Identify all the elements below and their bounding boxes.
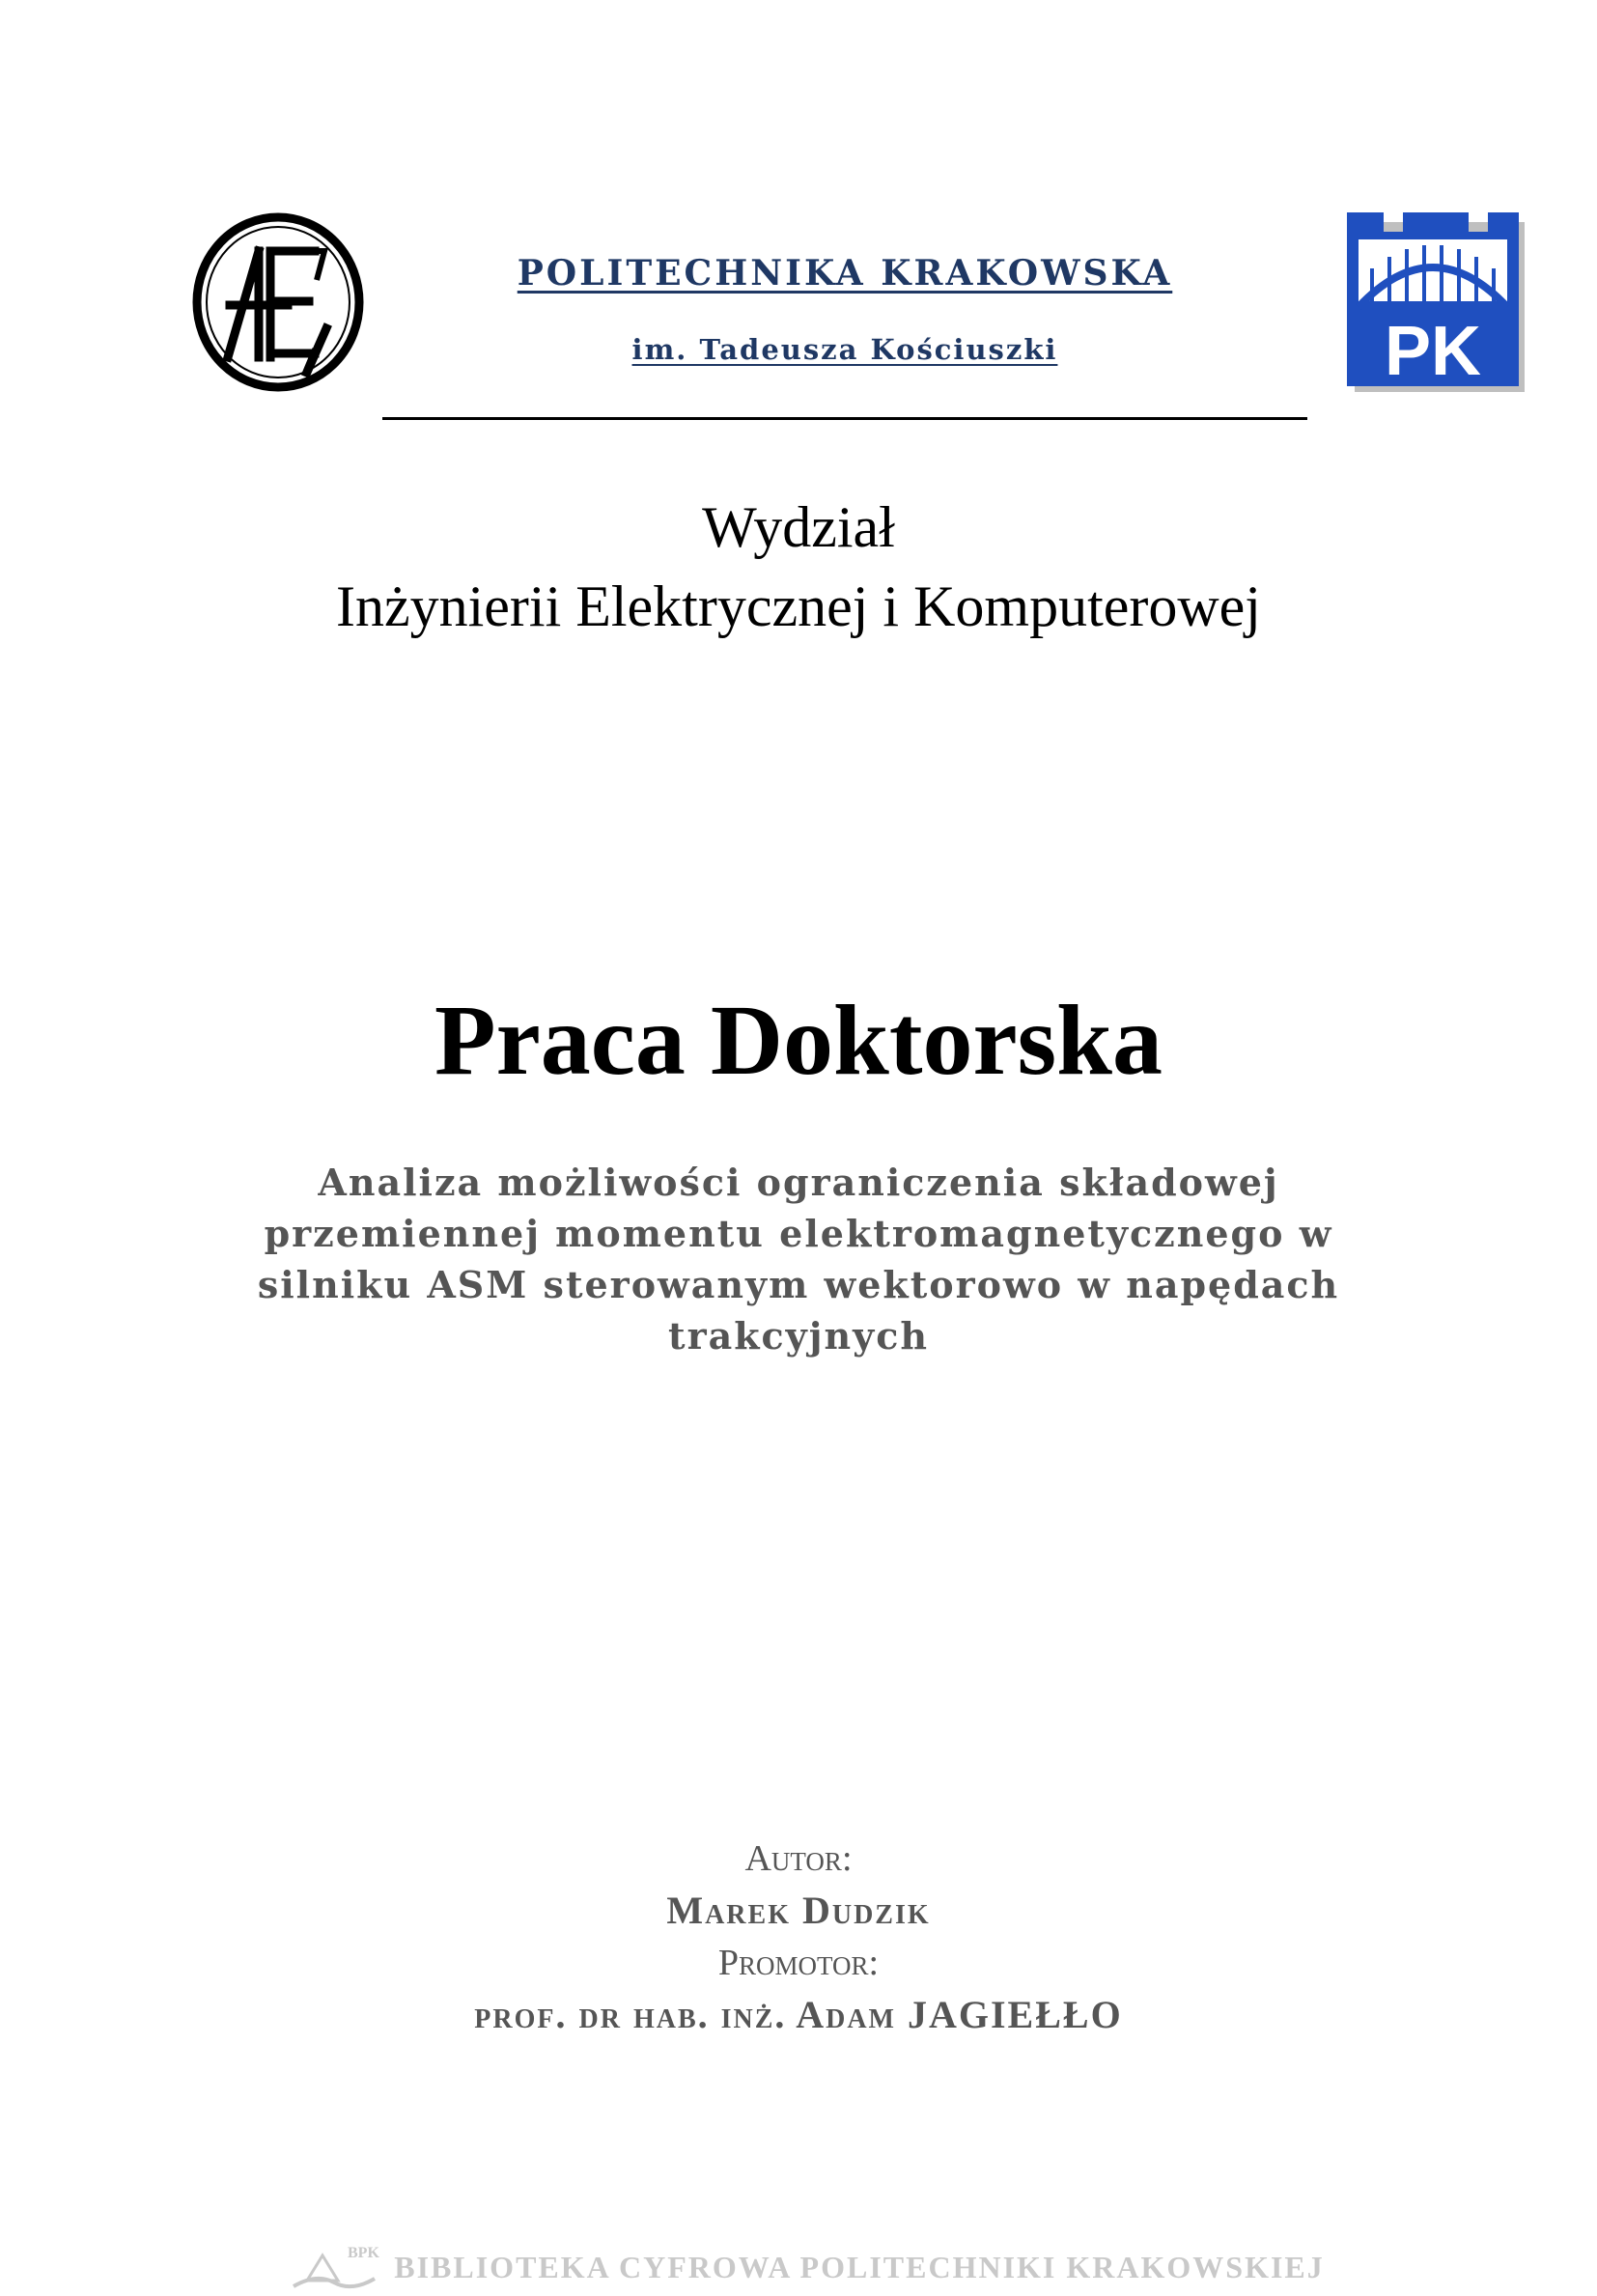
- university-name: POLITECHNIKA KRAKOWSKA: [517, 253, 1173, 294]
- thesis-title-line: przemiennej momentu elektromagnetycznego w: [264, 1212, 1333, 1255]
- author-label: Autor:: [744, 1838, 853, 1879]
- faculty-label: Wydział: [702, 495, 895, 559]
- author-name: Marek Dudzik: [666, 1889, 931, 1932]
- pk-logo-text: PK: [1384, 313, 1482, 390]
- faculty-block: [193, 488, 1404, 646]
- library-logo-icon: [288, 2238, 380, 2296]
- library-logo-text: BPK: [348, 2245, 380, 2261]
- credits-block: [193, 1833, 1404, 2041]
- promoter-label: Promotor:: [717, 1943, 880, 1983]
- faculty-name: Inżynierii Elektrycznej i Komputerowej: [336, 574, 1261, 638]
- header-divider: [382, 417, 1307, 420]
- thesis-title-line: trakcyjnych: [668, 1314, 929, 1358]
- pk-university-logo-icon: [1345, 209, 1527, 394]
- library-name: BIBLIOTEKA CYFROWA POLITECHNIKI KRAKOWSKIEJ: [394, 2249, 1325, 2284]
- library-footer: [251, 2238, 1361, 2296]
- university-patron: im. Tadeusza Kościuszki: [631, 333, 1058, 366]
- promoter-name: prof. dr hab. inż. Adam JAGIEŁŁO: [474, 1993, 1123, 2036]
- wiek-faculty-logo-icon: [191, 212, 365, 392]
- thesis-type: Praca Doktorska: [434, 985, 1163, 1096]
- thesis-title: [222, 1157, 1375, 1361]
- thesis-title-line: silniku ASM sterowanym wektorowo w napędach: [257, 1263, 1340, 1306]
- thesis-title-line: Analiza możliwości ograniczenia składowej: [318, 1161, 1279, 1204]
